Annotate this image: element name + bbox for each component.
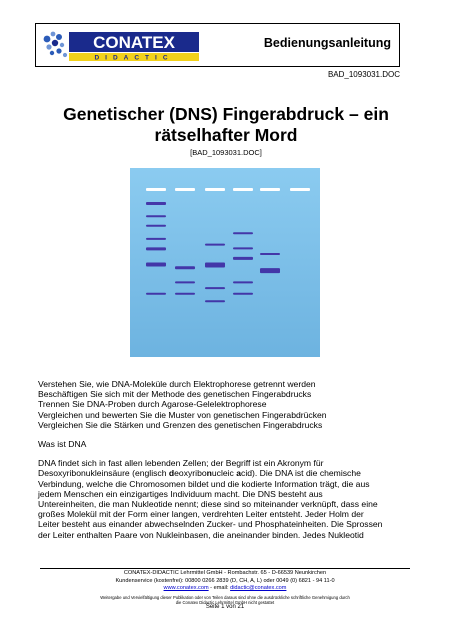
objective-5: Vergleichen Sie die Stärken und Grenzen des genetischen Fingerabdrucks	[38, 419, 323, 430]
header-title: Bedienungsanleitung	[263, 36, 391, 50]
conatex-logo	[41, 28, 201, 64]
molecule-dots-icon	[44, 32, 68, 57]
gel-band	[146, 225, 166, 227]
paragraph-line-6: großes Molekül mit der Form einer langen, verdrehten Leiter entsteht. Jeder Holm der	[38, 509, 364, 520]
page-title	[60, 104, 392, 146]
website-link[interactable]: www.conatex.com	[163, 585, 209, 592]
paragraph-line-2: Desoxyribonukleinsäure (englisch deoxyribonucleic acid). Die DNA ist die chemische	[38, 468, 361, 479]
gel-band	[205, 244, 225, 246]
objective-3: Trennen Sie DNA-Proben durch Agarose-Gelelektrophorese	[38, 399, 267, 410]
gel-band	[146, 202, 166, 205]
gel-well-4	[233, 188, 253, 191]
header-box	[35, 23, 400, 67]
gel-band	[146, 247, 166, 250]
gel-band	[233, 293, 253, 295]
footer-contact: www.conatex.com - email: didactic@conatex.com	[163, 585, 287, 592]
gel-band	[146, 263, 166, 267]
objective-4: Vergleichen und bewerten Sie die Muster von genetischen Fingerabdrücken	[38, 409, 327, 420]
document-subtitle: [BAD_1093031.DOC]	[190, 148, 262, 157]
objective-2: Beschäftigen Sie sich mit der Methode des genetischen Fingerabdrucks	[38, 389, 312, 400]
paragraph-line-7: Leiter besteht aus einander abwechselnden Zucker- und Phosphateinheiten. Die Sprossen	[38, 519, 383, 530]
objective-1: Verstehen Sie, wie DNA-Moleküle durch Elektrophorese getrennt werden	[38, 379, 316, 389]
electrophoresis-gel-image	[130, 168, 320, 357]
gel-band	[175, 266, 195, 269]
gel-well-5	[260, 188, 280, 191]
footer	[40, 570, 410, 606]
footer-divider	[40, 568, 410, 569]
gel-band	[260, 253, 280, 255]
gel-well-6	[290, 188, 310, 191]
footer-address: CONATEX-DIDACTIC Lehrmittel GmbH - Rombachstr. 65 - D-66539 Neunkirchen	[123, 570, 327, 576]
gel-band	[146, 293, 166, 295]
gel-well-1	[146, 188, 166, 191]
copyright-notice: Weitergabe und Vervielfältigung dieser Publikation oder von Teilen daraus sind ohne die ausdrückliche schriftliche Genehmigung durch die Conatex Didactic Lehrmittel GmbH nicht gestattet	[100, 594, 350, 606]
section-heading: Was ist DNA	[38, 439, 87, 450]
gel-band	[175, 293, 195, 295]
gel-band	[175, 281, 195, 283]
gel-band	[205, 300, 225, 302]
logo-text: CONATEX	[93, 33, 175, 52]
paragraph-line-3: Verbindung, welche die Chromosomen bildet und die kodierte Information trägt, die aus	[38, 478, 370, 489]
gel-band	[233, 281, 253, 283]
gel-well-3	[205, 188, 225, 191]
page-number: Seite 1 von 21	[205, 604, 245, 610]
gel-band	[205, 263, 225, 268]
paragraph-line-1: DNA findet sich in fast allen lebenden Zellen; der Begriff ist ein Akronym für	[38, 458, 324, 469]
paragraph-line-4: jedem Menschen ein einzigartiges Individuum macht. Die DNS besteht aus	[38, 488, 323, 499]
body-text	[38, 379, 410, 540]
footer-service: Kundenservice (kostenfrei): 00800 0266 2839 (D, CH, A, L) oder 0049 (0) 6821 - 94 11-0	[115, 577, 335, 584]
document-id: BAD_1093031.DOC	[327, 70, 400, 79]
title-line-2: rätselhafter Mord	[154, 125, 298, 145]
gel-band	[146, 238, 166, 240]
gel-band	[205, 287, 225, 289]
gel-band	[233, 247, 253, 249]
logo-subtext: DIDACTIC	[94, 54, 174, 62]
gel-band	[146, 215, 166, 217]
gel-band	[233, 257, 253, 260]
gel-band	[233, 232, 253, 234]
title-line-1: Genetischer (DNS) Fingerabdruck – ein	[63, 104, 389, 124]
gel-well-2	[175, 188, 195, 191]
paragraph-line-8: der Leiter enthalten Paare von Nukleinbasen, die aneinander binden. Jedes Nukleotid	[38, 529, 364, 540]
gel-band	[260, 268, 280, 273]
paragraph-line-5: Untereinheiten, die man Nukleotide nennt; diese sind so miteinander verknüpft, dass eine	[38, 499, 378, 510]
email-link[interactable]: didactic@conatex.com	[230, 585, 287, 592]
